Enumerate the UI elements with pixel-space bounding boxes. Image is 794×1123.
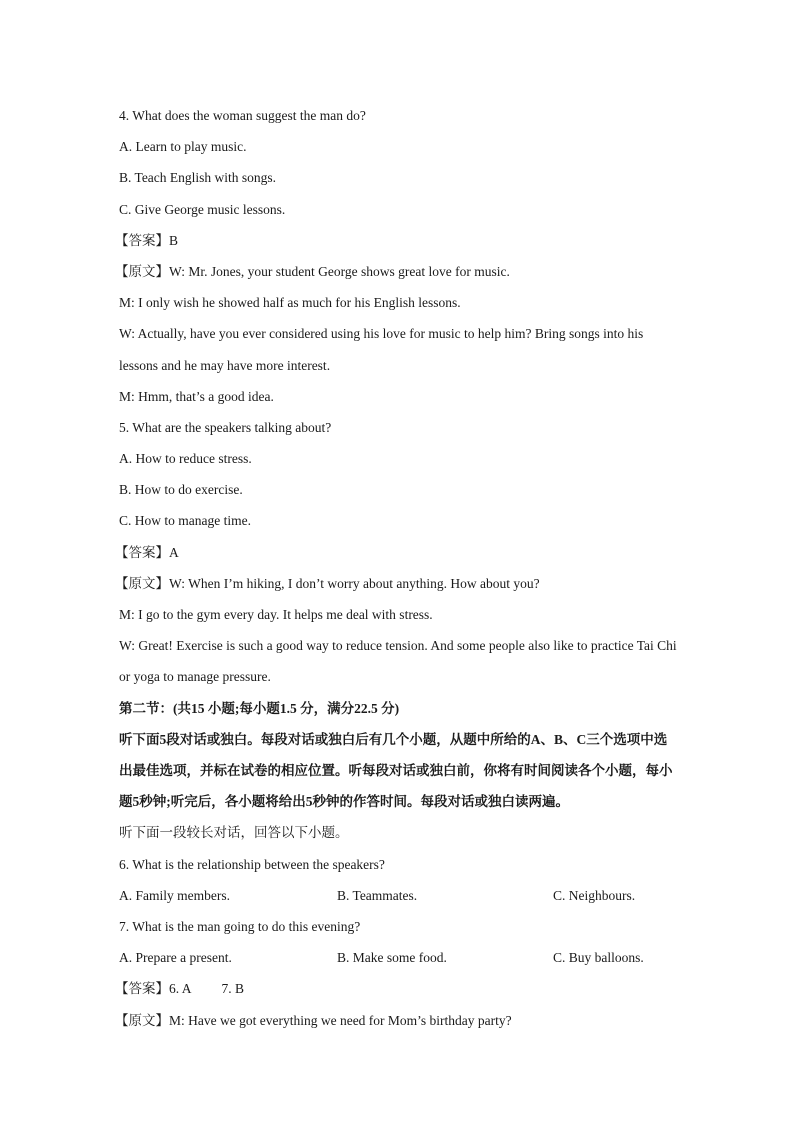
answer-tag: 【答案】 bbox=[115, 544, 169, 560]
q6-q7-script-line-1 bbox=[115, 1005, 679, 1036]
q4-option-a: A. Learn to play music. bbox=[119, 139, 247, 155]
answer-6: 6. A bbox=[169, 981, 192, 997]
q4-script-line-3: W: Actually, have you ever considered using his love for music to help him? Bring songs into his lessons and he may have more interest. bbox=[119, 326, 644, 373]
q6-option-c: C. Neighbours. bbox=[553, 887, 636, 903]
q4-script-line-2: M: I only wish he showed half as much for his English lessons. bbox=[119, 295, 461, 311]
q6-options bbox=[119, 880, 679, 911]
q5-answer bbox=[115, 537, 679, 568]
script-text: M: Have we got everything we need for Mom’s birthday party? bbox=[169, 1012, 512, 1028]
q6-option-b: B. Teammates. bbox=[337, 887, 418, 903]
q6-q7-answer bbox=[115, 973, 679, 1004]
section-2-instructions: 听下面5段对话或独白。每段对话或独白后有几个小题，从题中所给的A、B、C三个选项中选出最佳选项，并标在试卷的相应位置。听每段对话或独白前，你将有时间阅读各个小题，每小题5秒钟;听完后，各小题将给出5秒钟的作答时间。每段对话或独白读两遍。 bbox=[119, 731, 673, 810]
q7-option-a: A. Prepare a present. bbox=[119, 950, 232, 966]
question-4: 4. What does the woman suggest the man do? bbox=[119, 108, 366, 123]
q5-script-line-2: M: I go to the gym every day. It helps me deal with stress. bbox=[119, 607, 433, 623]
script-text: W: When I’m hiking, I don’t worry about anything. How about you? bbox=[169, 575, 540, 591]
q4-option-c: C. Give George music lessons. bbox=[119, 201, 286, 217]
question-7: 7. What is the man going to do this evening? bbox=[119, 918, 361, 934]
q4-answer bbox=[115, 225, 679, 256]
q7-option-c: C. Buy balloons. bbox=[553, 950, 644, 966]
answer-tag: 【答案】 bbox=[115, 981, 169, 997]
script-tag: 【原文】 bbox=[115, 263, 169, 279]
question-6: 6. What is the relationship between the speakers? bbox=[119, 856, 385, 872]
script-tag: 【原文】 bbox=[115, 1012, 169, 1028]
script-tag: 【原文】 bbox=[115, 575, 169, 591]
q5-script-line-1 bbox=[115, 568, 679, 599]
q4-script-line-1 bbox=[115, 256, 679, 287]
q6-option-a: A. Family members. bbox=[119, 887, 230, 903]
q4-option-b: B. Teach English with songs. bbox=[119, 170, 277, 186]
q7-option-b: B. Make some food. bbox=[337, 950, 447, 966]
answer-value: B bbox=[169, 232, 179, 248]
script-text: W: Mr. Jones, your student George shows great love for music. bbox=[169, 263, 510, 279]
section-2-heading: 第二节：(共15 小题;每小题1.5 分，满分22.5 分) bbox=[119, 700, 400, 716]
document-page bbox=[115, 100, 679, 1036]
q7-options bbox=[119, 942, 679, 973]
answer-value: A bbox=[169, 544, 179, 560]
q5-option-a: A. How to reduce stress. bbox=[119, 451, 252, 467]
question-5: 5. What are the speakers talking about? bbox=[119, 419, 332, 435]
q5-option-b: B. How to do exercise. bbox=[119, 482, 243, 498]
answer-tag: 【答案】 bbox=[115, 232, 169, 248]
q5-script-line-3: W: Great! Exercise is such a good way to reduce tension. And some people also like to practice Tai Chi or yoga to manage pressure. bbox=[119, 638, 677, 685]
answer-7: 7. B bbox=[221, 981, 245, 997]
q4-script-line-4: M: Hmm, that’s a good idea. bbox=[119, 388, 274, 404]
section-2-intro: 听下面一段较长对话，回答以下小题。 bbox=[119, 825, 349, 841]
q5-option-c: C. How to manage time. bbox=[119, 513, 251, 529]
